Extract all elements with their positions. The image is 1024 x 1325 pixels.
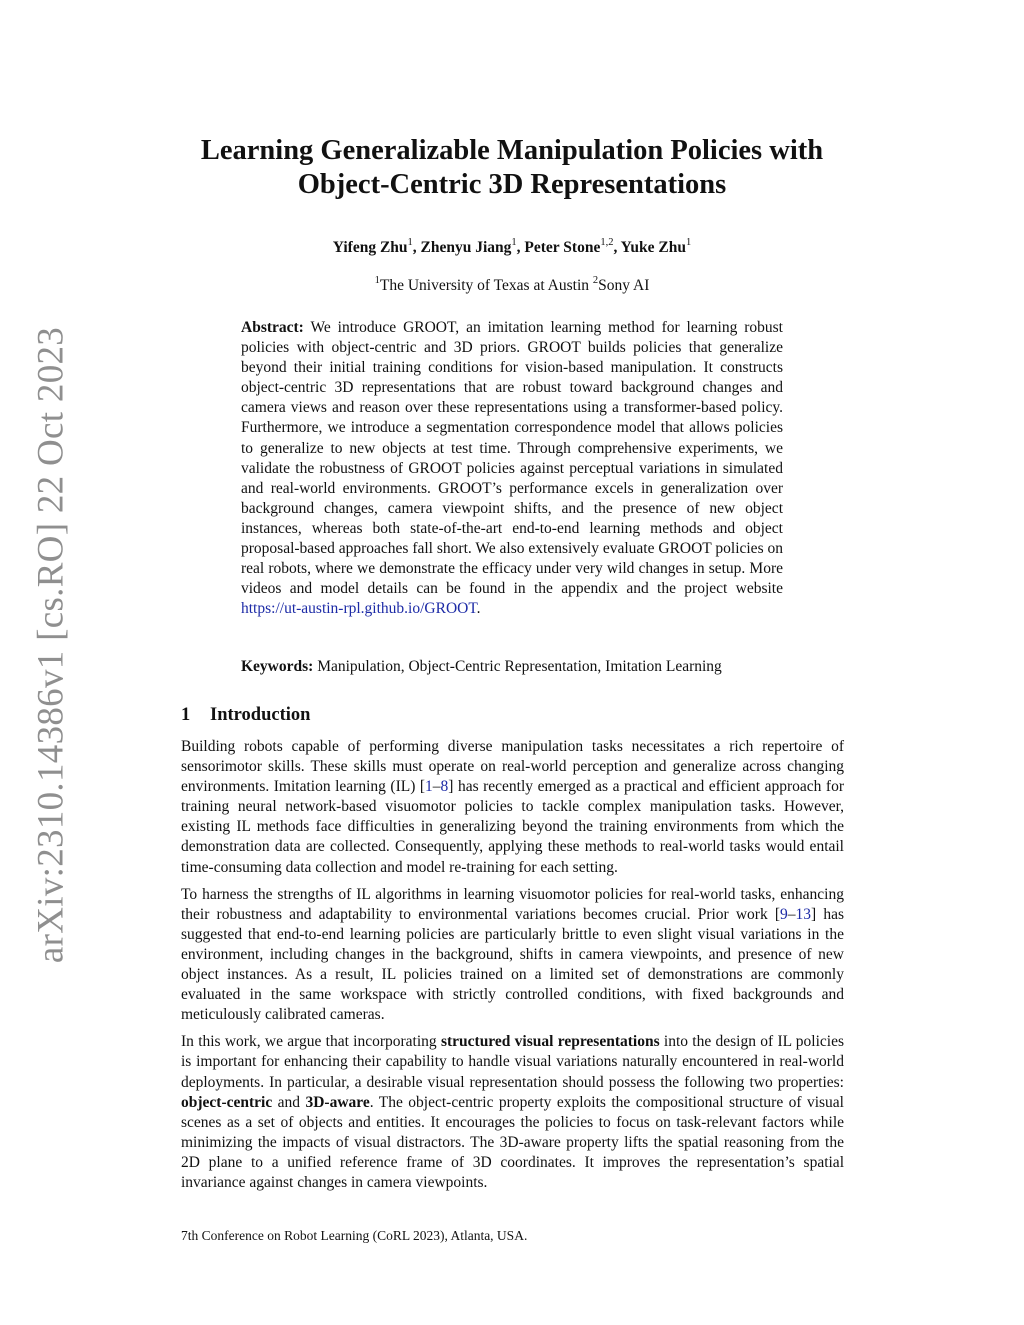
affiliation-name: Sony AI xyxy=(598,277,650,295)
arxiv-identifier-stamp: arXiv:2310.14386v1 [cs.RO] 22 Oct 2023 xyxy=(30,326,72,964)
paragraph-text: . The object-centric property exploits the compositional structure of visual scenes as a set of objects and entities. It encourages the policies to focus on task-relevant factors while minimizing the impacts of visual distractors. The 3D-aware property lifts the spatial reasoning from the 2D plane to a unified reference frame of 3D coordinates. It improves the representation’s spatial invariance against changes in camera viewpoints. xyxy=(181,1093,844,1191)
author-affiliation-mark: 1 xyxy=(407,237,413,248)
paragraph-text: and xyxy=(272,1093,306,1111)
citation-link[interactable]: 13 xyxy=(795,905,812,923)
section-title: Introduction xyxy=(210,705,311,725)
abstract-label: Abstract: xyxy=(241,319,304,336)
affiliation-mark: 1 xyxy=(374,275,380,286)
keywords-text: Manipulation, Object-Centric Representation, Imitation Learning xyxy=(317,658,722,675)
paragraph-text: ] has suggested that end-to-end learning policies are particularly brittle to even slight visual variations in the environment, including changes in the background, shifts in camera viewpoints, and presence of new object instances. As a result, IL policies trained on a limited set of demonstrations are commonly evaluated in the same workspace with strictly controlled conditions, with fixed backgrounds and meticulously calibrated cameras. xyxy=(181,905,845,1024)
section-heading xyxy=(181,704,310,726)
abstract xyxy=(241,318,783,619)
paragraph-text: To harness the strengths of IL algorithms in learning visuomotor policies for real-world tasks, enhancing their robustness and adaptability to environmental variations becomes crucial. Prior work [ xyxy=(181,885,844,923)
title-line-1: Learning Generalizable Manipulation Policies with xyxy=(200,135,824,166)
paragraph-text: into the design of IL policies is important for enhancing their capability to handle visual variations naturally encountered in real-world deployments. In particular, a desirable visual representation should possess the following two properties: xyxy=(181,1033,844,1091)
author-name: Yifeng Zhu xyxy=(332,239,408,257)
paragraph-text: ] has recently emerged as a practical and efficient approach for training neural network-based visuomotor policies to tackle complex manipulation tasks. However, existing IL methods face difficulties in generalizing beyond the training environments from which the demonstration data are collected. Consequently, applying these methods to real-world tasks would entail time-consuming data collection and model re-training for each setting. xyxy=(181,778,844,876)
paragraph-text: In this work, we argue that incorporating xyxy=(181,1033,441,1051)
keywords-label: Keywords: xyxy=(241,658,314,675)
author-affiliation-mark: 1,2 xyxy=(600,237,614,248)
citation-dash: – xyxy=(432,778,441,796)
author-affiliation-mark: 1 xyxy=(686,237,692,248)
paper-title xyxy=(112,134,912,202)
author-name: Peter Stone xyxy=(524,239,601,257)
affiliation-mark: 2 xyxy=(592,275,599,286)
emphasis-object-centric: object-centric xyxy=(181,1093,273,1111)
citation-link[interactable]: 9 xyxy=(780,905,788,923)
emphasis-3d-aware: 3D-aware xyxy=(305,1093,370,1111)
abstract-end: . xyxy=(476,600,481,618)
author-name: Zhenyu Jiang xyxy=(420,239,512,257)
paragraph-1 xyxy=(181,737,844,878)
project-website-link[interactable]: https://ut-austin-rpl.github.io/GROOT xyxy=(241,600,477,618)
author-affiliation-mark: 1 xyxy=(511,237,517,248)
paragraph-3 xyxy=(181,1032,844,1193)
introduction-body xyxy=(181,737,844,1200)
emphasis-structured-visual-representations: structured visual representations xyxy=(440,1033,660,1051)
citation-link[interactable]: 8 xyxy=(440,778,449,796)
paragraph-text: Building robots capable of performing diverse manipulation tasks necessitates a rich repertoire of sensorimotor skills. These skills must operate on real-world perception and generalize across changing environments. Imitation learning (IL) [ xyxy=(181,738,844,796)
author-list: Yifeng Zhu$^1$, Zhenyu Jiang$^1$, Peter Stone$^{1,2}$, Yuke Zhu$^1$ xyxy=(332,237,692,257)
citation-dash: – xyxy=(787,905,796,923)
title-line-2: Object-Centric 3D Representations xyxy=(297,169,727,200)
abstract-text: We introduce GROOT, an imitation learning method for learning robust policies with object-centric and 3D priors. GROOT builds policies that generalize beyond their initial training conditions for vision-based manipulation. It constructs object-centric 3D representations that are robust toward background changes and camera views and reason over these representations using a transformer-based policy. Furthermore, we introduce a segmentation correspondence model that allows policies to generalize to new objects at test time. Through comprehensive experiments, we validate the robustness of GROOT policies against perceptual variations in simulated and real-world environments. GROOT’s performance excels in generalization over background changes, camera viewpoint shifts, and the presence of new object instances, whereas both state-of-the-art end-to-end learning methods and object proposal-based approaches fall short. We also extensively evaluate GROOT policies on real robots, where we demonstrate the efficacy under very wild changes in setup. More videos and model details can be found in the appendix and the project website xyxy=(241,319,783,598)
affiliation-name: The University of Texas at Austin xyxy=(379,277,589,295)
author-name: Yuke Zhu xyxy=(620,239,686,257)
paragraph-2 xyxy=(181,885,844,1026)
keywords xyxy=(241,657,801,677)
citation-link[interactable]: 1 xyxy=(425,778,433,796)
section-number: 1 xyxy=(181,705,191,725)
affiliations xyxy=(112,272,912,296)
conference-footnote: 7th Conference on Robot Learning (CoRL 2023), Atlanta, USA. xyxy=(181,1228,528,1243)
